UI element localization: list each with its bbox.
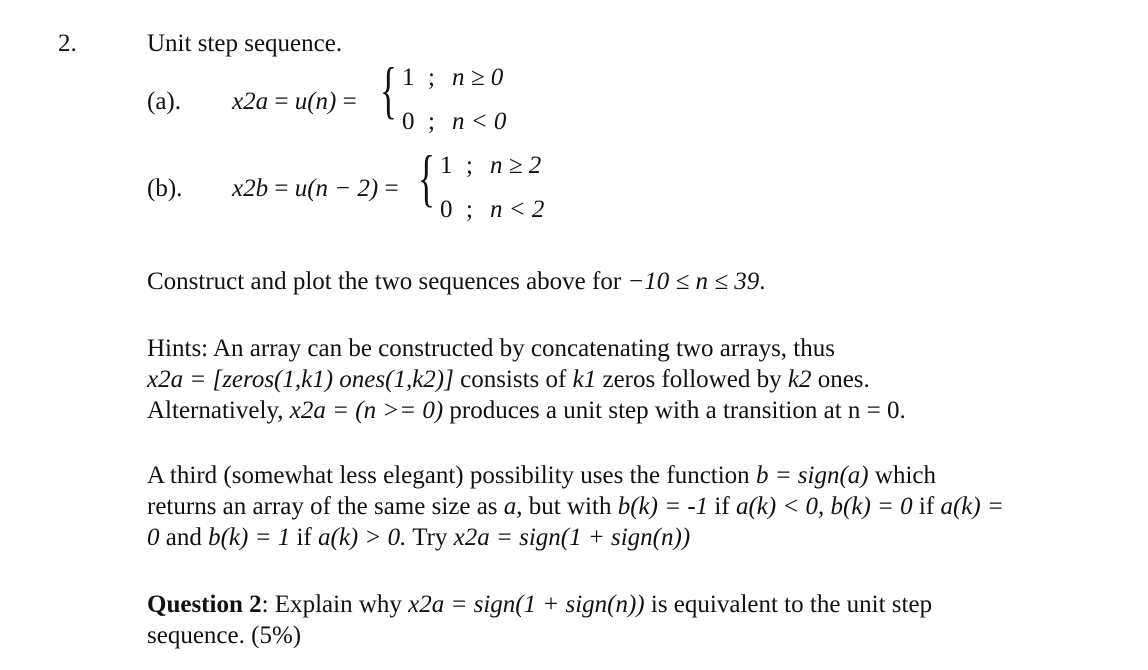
- part-b-cases: [418, 142, 578, 226]
- question-line-2: sequence. (5%): [147, 622, 302, 649]
- third-line-3: [147, 522, 1107, 553]
- hints-text: Alternatively,: [147, 397, 290, 424]
- third-code: x2a = sign(1 + sign(n)): [453, 524, 691, 551]
- third-code: a(k) =: [940, 493, 1004, 520]
- third-text: Try: [406, 524, 454, 551]
- third-code: b(k) = 1: [208, 524, 291, 551]
- question-label: Question 2: [147, 591, 262, 618]
- part-a-case2-val: 0: [402, 108, 415, 135]
- question-paragraph: [147, 589, 1107, 651]
- third-paragraph: [147, 460, 1107, 553]
- third-code: 0: [147, 524, 160, 551]
- third-text: which: [868, 462, 936, 489]
- part-a-lhs: x2a: [232, 88, 269, 115]
- part-b-case1-sep: ;: [466, 152, 473, 179]
- part-a-cases: [380, 54, 540, 138]
- problem-title: Unit step sequence.: [147, 30, 343, 57]
- part-a-label: (a).: [147, 88, 181, 115]
- third-text: if: [290, 524, 319, 551]
- part-b-label: (b).: [147, 175, 183, 202]
- part-a-arg: (n): [307, 88, 337, 115]
- construct-end: .: [759, 268, 766, 295]
- part-a-case1-sep: ;: [428, 64, 435, 91]
- third-text: if: [708, 493, 736, 520]
- part-a-brace: {: [380, 54, 397, 125]
- hints-code-1: x2a = [zeros(1,k1) ones(1,k2)]: [147, 366, 454, 393]
- third-code: b(k) = -1: [617, 493, 709, 520]
- third-text: A third (somewhat less elegant) possibility uses the function: [147, 462, 756, 489]
- part-b-case2-cond: n < 2: [490, 196, 545, 223]
- construct-paragraph: [147, 266, 1107, 297]
- third-text: returns an array of the same size as: [147, 493, 504, 520]
- question-code: x2a = sign(1 + sign(n)): [408, 591, 645, 618]
- part-a-case2-cond: n < 0: [452, 108, 507, 135]
- hints-line-3: [147, 395, 1107, 426]
- hints-line-2: [147, 364, 1107, 395]
- hints-code-2: x2a = (n >= 0): [289, 397, 444, 424]
- question-text: : Explain why: [261, 591, 409, 618]
- third-text: and: [159, 524, 209, 551]
- part-a-case2-sep: ;: [428, 108, 435, 135]
- hints-text: ones.: [811, 366, 870, 393]
- third-code: a(k) > 0.: [318, 524, 407, 551]
- part-b-func: u: [294, 175, 308, 202]
- part-a-case1-val: 1: [402, 64, 415, 91]
- part-b-case2-sep: ;: [466, 196, 473, 223]
- part-b-eq1: =: [268, 175, 295, 202]
- part-a-eq2: =: [336, 88, 357, 115]
- hints-text: zeros followed by: [596, 366, 788, 393]
- part-a-equation: [232, 88, 357, 116]
- third-line-1: [147, 460, 1107, 491]
- question-text: is equivalent to the unit step: [644, 591, 933, 618]
- part-b-lhs: x2b: [232, 175, 269, 202]
- part-b-arg: (n − 2): [307, 175, 379, 202]
- part-b-equation: [232, 175, 399, 203]
- third-text: if: [912, 493, 941, 520]
- part-b-eq2: =: [378, 175, 399, 202]
- hints-line-1: Hints: An array can be constructed by concatenating two arrays, thus: [147, 335, 835, 362]
- third-code: b = sign(a): [755, 462, 869, 489]
- third-line-2: [147, 491, 1107, 522]
- third-code: a(k) < 0, b(k) = 0: [735, 493, 913, 520]
- construct-range: −10 ≤ n ≤ 39: [627, 268, 760, 295]
- hints-text: produces a unit step with a transition at n = 0.: [443, 397, 906, 424]
- hints-paragraph: [147, 333, 1107, 426]
- part-b-brace: {: [418, 142, 435, 213]
- part-a-func: u: [294, 88, 308, 115]
- problem-number: 2.: [58, 30, 77, 57]
- hints-k2: k2: [787, 366, 812, 393]
- hints-k1: k1: [572, 366, 597, 393]
- part-a-eq1: =: [268, 88, 295, 115]
- hints-text: consists of: [453, 366, 573, 393]
- part-b-case1-val: 1: [440, 152, 453, 179]
- question-line-1: [147, 589, 1107, 620]
- part-b-case2-val: 0: [440, 196, 453, 223]
- part-b-case1-cond: n ≥ 2: [490, 152, 542, 179]
- part-a-case1-cond: n ≥ 0: [452, 64, 504, 91]
- construct-text: Construct and plot the two sequences above for: [147, 268, 628, 295]
- third-text: , but with: [516, 493, 618, 520]
- third-code: a: [503, 493, 517, 520]
